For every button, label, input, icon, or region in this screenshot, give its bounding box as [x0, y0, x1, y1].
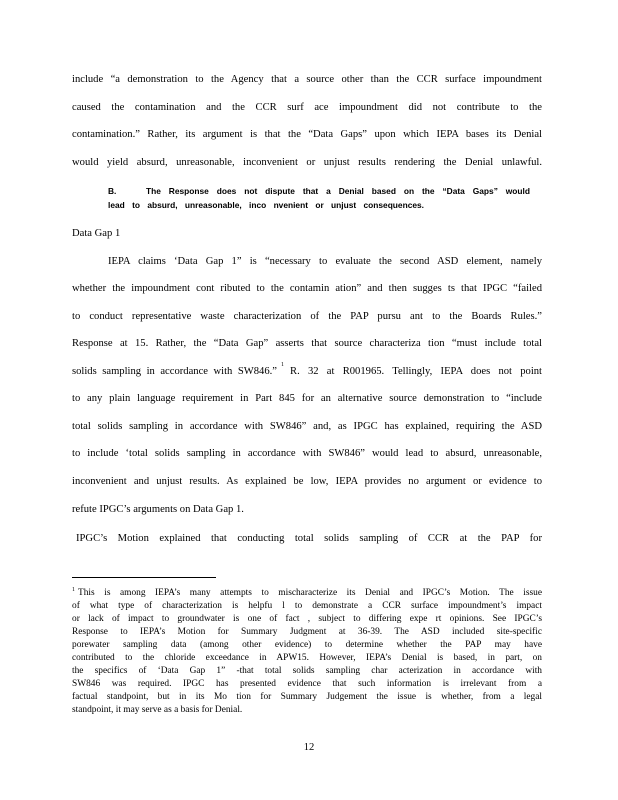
body-line: inconvenient and unjust results. As explained be low, IEPA provides no argument or evidence to: [72, 476, 542, 487]
footnote-separator: [72, 577, 216, 578]
body-line: Response at 15. Rather, the “Data Gap” asserts that source characteriza tion “must include total: [72, 338, 542, 349]
subheading: Data Gap 1: [72, 228, 121, 239]
page-number: 12: [303, 742, 315, 753]
body-line: refute IPGC’s arguments on Data Gap 1.: [72, 504, 244, 515]
footnote-line: porewater sampling data (among other evidence) to determine whether the PAP may have: [72, 640, 542, 650]
footnote-line: or lack of impact to groundwater is one of fact , subject to differing expe rt opinions. See IPGC’s: [72, 614, 542, 624]
body-line: IEPA claims ‘Data Gap 1” is “necessary to evaluate the second ASD element, namely: [108, 256, 542, 267]
footnote-line: This is among IEPA’s many attempts to mischaracterize its Denial and IPGC’s Motion. The issue: [78, 588, 542, 598]
body-line: to conduct representative waste characterization of the PAP pursu ant to the Boards Rules.”: [72, 311, 542, 322]
footnote-line: Response to IEPA’s Motion for Summary Judgment at 36-39. The ASD included site-specific: [72, 627, 542, 637]
body-line: solids sampling in accordance with SW846.”: [72, 366, 277, 377]
footnote-line: factual standpoint, but in its Mo tion for Summary Judgement the issue is whether, from a legal: [72, 692, 542, 702]
body-line: R. 32 at R001965. Tellingly, IEPA does not point: [290, 366, 542, 377]
section-heading-line2: lead to absurd, unreasonable, inco nvenient or unjust consequences.: [108, 200, 424, 210]
body-line: caused the contamination and the CCR surf ace impoundment did not contribute to the: [72, 102, 542, 113]
body-line: to include ‘total solids sampling in accordance with SW846” would lead to absurd, unreasonable,: [72, 448, 542, 459]
body-line: include “a demonstration to the Agency that a source other than the CCR surface impoundment: [72, 74, 542, 85]
document-page: include “a demonstration to the Agency that a source other than the CCR surface impoundment caused the contamination and the CCR surf ace impoundment did not contribute to the contamination.” Rather, its argument is that the “Data Gaps” upon which IEPA bases its Denial would yield absurd, unreasonable, inconvenient or unjust results rendering the Denial unlawful. B. The Response does not dispute that a Denial based on the “Data Gaps” would lead to absurd, unreasonable, inco nvenient or unjust consequences. Data Gap 1 IEPA claims ‘Data Gap 1” is “necessary to evaluate the second ASD element, namely whether the impoundment cont ributed to the contamin ation” and then sugges ts that IPGC “failed to conduct representative waste characterization of the PAP pursu ant to the Boards Rules.” Response at 15. Rather, the “Data Gap” asserts that source characteriza tion “must include total solids sampling in accordance with SW846.” 1 R. 32 at R001965. Tellingly, IEPA does not point to any plain language requirement in Part 845 for an alternative source demonstration to “include total solids sampling in accordance with SW846” and, as IPGC has explained, requiring the ASD to include ‘total solids sampling in accordance with SW846” would lead to absurd, unreasonable, inconvenient and unjust results. As explained be low, IEPA provides no argument or evidence to refute IPGC’s arguments on Data Gap 1. IPGC’s Motion explained that conducting total solids sampling of CCR at the PAP for 1 This is among IEPA’s many attempts to mischaracterize its Denial and IPGC’s Motion. The issue of what type of characterization is helpfu l to demonstrate a CCR surface impoundment’s impact or lack of impact to groundwater is one of fact , subject to differing expe rt opinions. See IPGC’s Response to IEPA’s Motion for Summary Judgment at 36-39. The ASD included site-specific porewater sampling data (among other evidence) to determine whether the PAP may have contributed to the chloride exceedance in APW15. However, IEPA’s Denial is based, in part, on the specifics of ‘Data Gap 1” -that total solids sampling char acterization in accordance with SW846 was required. IPGC has presented evidence that such information is irrelevant from a factual standpoint, but in its Mo tion for Summary Judgement the issue is whether, from a legal standpoint, it may serve as a basis for Denial. 12: [0, 0, 618, 800]
section-heading-line1: The Response does not dispute that a Denial based on the “Data Gaps” would: [146, 186, 530, 196]
footnote-line: standpoint, it may serve as a basis for Denial.: [72, 705, 243, 715]
body-line: to any plain language requirement in Part 845 for an alternative source demonstration to “include: [72, 393, 542, 404]
body-line: contamination.” Rather, its argument is that the “Data Gaps” upon which IEPA bases its Denial: [72, 129, 542, 140]
footnote-line: SW846 was required. IPGC has presented evidence that such information is irrelevant from a: [72, 679, 542, 689]
footnote-line: of what type of characterization is helpfu l to demonstrate a CCR surface impoundment’s impact: [72, 601, 542, 611]
footnote-line: contributed to the chloride exceedance in APW15. However, IEPA’s Denial is based, in part, on: [72, 653, 542, 663]
footnote-line: the specifics of ‘Data Gap 1” -that total solids sampling char acterization in accordance with: [72, 666, 542, 676]
body-line: would yield absurd, unreasonable, inconvenient or unjust results rendering the Denial unlawful.: [72, 157, 542, 168]
body-line: whether the impoundment cont ributed to the contamin ation” and then sugges ts that IPGC “failed: [72, 283, 542, 294]
body-line: IPGC’s Motion explained that conducting total solids sampling of CCR at the PAP for: [76, 533, 542, 544]
body-line: total solids sampling in accordance with SW846” and, as IPGC has explained, requiring the ASD: [72, 421, 542, 432]
section-heading-label: B.: [108, 186, 117, 196]
